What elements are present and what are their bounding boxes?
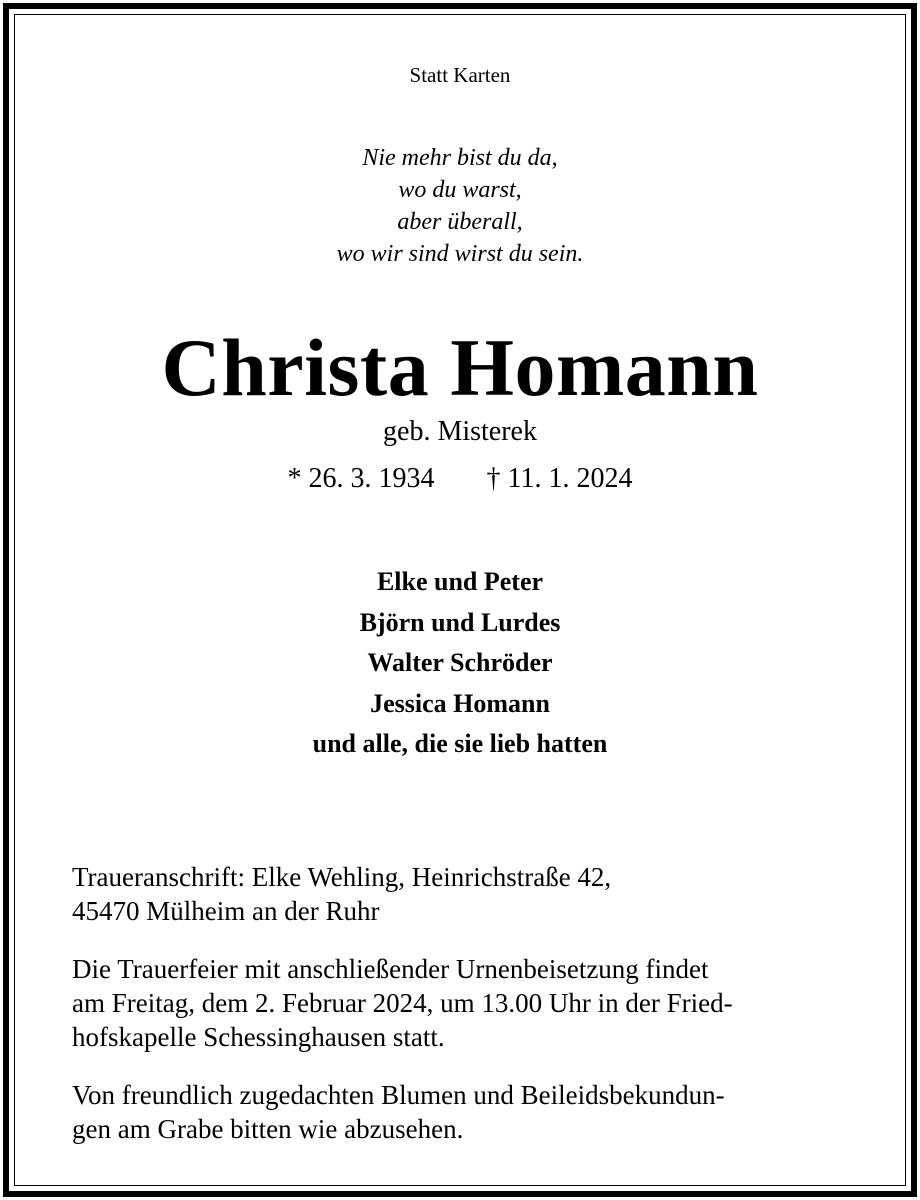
address-line: 45470 Mülheim an der Ruhr bbox=[72, 896, 380, 926]
death-date: † 11. 1. 2024 bbox=[486, 463, 633, 494]
flowers-request bbox=[72, 1078, 862, 1146]
mourners-list bbox=[0, 562, 920, 765]
mourning-address bbox=[72, 860, 862, 928]
ceremony-info bbox=[72, 952, 862, 1054]
poem-line: Nie mehr bist du da, bbox=[362, 145, 558, 171]
mourner-line: Elke und Peter bbox=[376, 567, 544, 596]
birth-date: * 26. 3. 1934 bbox=[287, 463, 435, 494]
poem-line: wo wir sind wirst du sein. bbox=[336, 241, 584, 267]
life-dates bbox=[0, 462, 920, 496]
ceremony-line: hofskapelle Schessinghausen statt. bbox=[72, 1022, 445, 1052]
flowers-line: gen am Grabe bitten wie abzusehen. bbox=[72, 1114, 464, 1144]
poem-line: wo du warst, bbox=[398, 177, 522, 203]
address-line: Traueranschrift: Elke Wehling, Heinrichstraße 42, bbox=[72, 862, 612, 892]
ceremony-line: am Freitag, dem 2. Februar 2024, um 13.00 Uhr in der Fried- bbox=[72, 988, 733, 1018]
mourner-line: Jessica Homann bbox=[370, 688, 550, 718]
deceased-name: Christa Homann bbox=[161, 322, 759, 413]
mourner-line: Walter Schröder bbox=[367, 648, 553, 677]
mourner-line: Björn und Lurdes bbox=[359, 607, 561, 637]
flowers-line: Von freundlich zugedachten Blumen und Beileidsbekundun- bbox=[72, 1080, 725, 1110]
poem-line: aber überall, bbox=[397, 209, 523, 235]
ceremony-line: Die Trauerfeier mit anschließender Urnenbeisetzung findet bbox=[72, 954, 709, 984]
mourner-line: und alle, die sie lieb hatten bbox=[312, 729, 608, 758]
poem bbox=[0, 142, 920, 270]
maiden-name: geb. Misterek bbox=[383, 416, 537, 447]
statt-karten-header: Statt Karten bbox=[409, 63, 511, 87]
